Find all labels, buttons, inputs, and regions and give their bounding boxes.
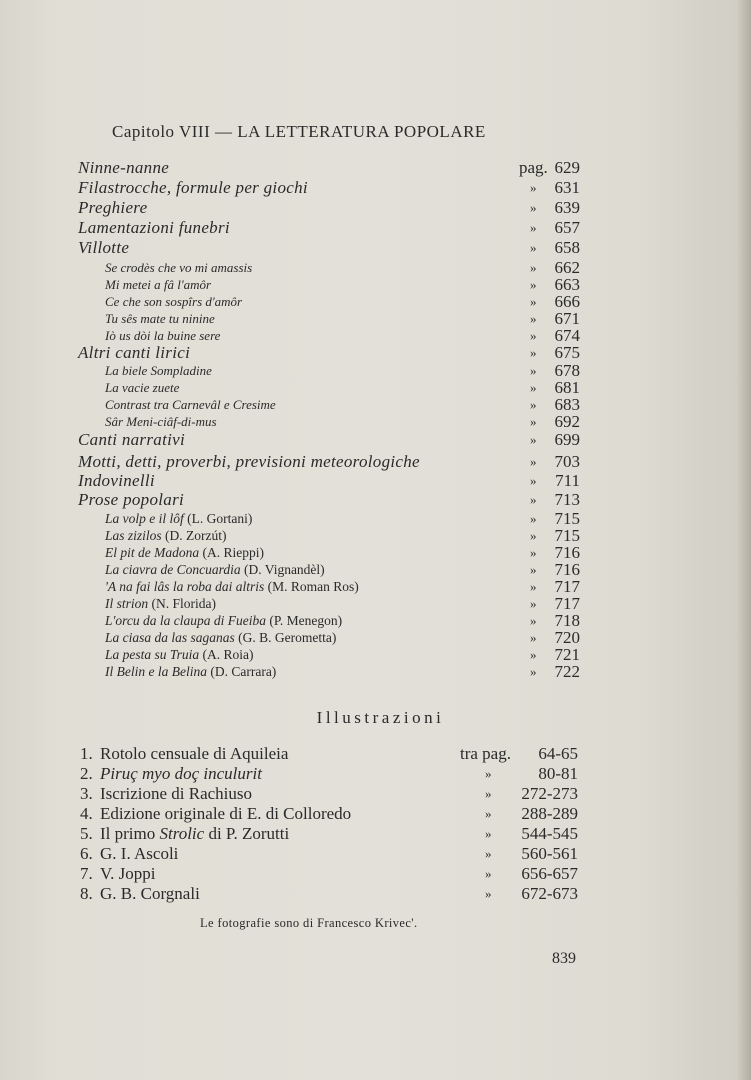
toc-entry <box>78 471 580 491</box>
page-number-ref: 717 <box>554 594 580 613</box>
toc-entry <box>78 158 580 178</box>
toc-subentry <box>105 412 580 432</box>
ditto-mark: » <box>485 846 492 861</box>
page-spine-shadow <box>737 0 751 1080</box>
page-number-ref: 629 <box>554 158 580 177</box>
page-number-ref: 657 <box>554 218 580 237</box>
page-range: 80-81 <box>538 764 578 783</box>
ditto-mark: » <box>530 647 537 662</box>
ditto-mark: » <box>485 866 492 881</box>
caption-text: G. B. Corgnali <box>100 884 200 903</box>
ditto-mark: » <box>530 180 537 195</box>
ditto-mark: » <box>530 200 537 215</box>
ditto-mark: » <box>530 454 537 469</box>
entry-title-text: Ninne-nanne <box>78 158 170 177</box>
ditto-mark: » <box>530 260 537 275</box>
ditto-mark: » <box>530 345 537 360</box>
page-range: 64-65 <box>538 744 578 763</box>
illustration-caption <box>100 803 351 824</box>
caption-text: V. Joppi <box>100 864 156 883</box>
entry-title <box>78 343 190 363</box>
toc-entry <box>78 430 580 450</box>
entry-title <box>78 490 184 510</box>
entry-author: (D. Carrara) <box>210 664 277 679</box>
illustration-number: 6. <box>80 844 93 863</box>
illustration-caption <box>100 743 288 764</box>
entry-title-text: Ce che son sospîrs d'amôr <box>105 294 243 309</box>
entry-title-text: Il strion <box>105 596 149 611</box>
entry-title <box>78 430 185 450</box>
ditto-mark: » <box>485 766 492 781</box>
ditto-mark: » <box>485 786 492 801</box>
illustration-number: 5. <box>80 824 93 843</box>
illustration-caption <box>100 863 155 884</box>
page-number-ref: 681 <box>554 378 580 397</box>
toc-entry <box>78 343 580 363</box>
page-range: 672-673 <box>521 884 578 903</box>
ditto-mark: » <box>530 220 537 235</box>
ditto-mark: » <box>530 562 537 577</box>
caption-text: G. I. Ascoli <box>100 844 179 863</box>
entry-title <box>78 471 155 491</box>
chapter-title: Capitolo VIII — LA LETTERATURA POPOLARE <box>112 122 486 141</box>
ditto-mark: » <box>530 579 537 594</box>
ditto-mark: » <box>530 380 537 395</box>
page-range: 272-273 <box>521 784 578 803</box>
page-number-ref: 720 <box>554 628 580 647</box>
entry-title-text: Preghiere <box>78 198 148 217</box>
ditto-mark: » <box>530 492 537 507</box>
ditto-mark: » <box>485 806 492 821</box>
illustration-number: 8. <box>80 884 93 903</box>
caption-italic: Piruç myo doç inculurit <box>100 764 262 783</box>
entry-author: (P. Menegon) <box>269 613 343 628</box>
entry-title-text: Prose popolari <box>78 490 185 509</box>
entry-title-text: Tu sês mate tu ninine <box>105 311 215 326</box>
page-number-ref: 639 <box>554 198 580 217</box>
ditto-mark: » <box>485 886 492 901</box>
entry-author: (N. Florida) <box>151 596 217 611</box>
ditto-mark: » <box>530 613 537 628</box>
ditto-mark: » <box>530 630 537 645</box>
illustration-entry <box>80 743 578 764</box>
entry-title <box>78 158 169 178</box>
page-number-ref: 722 <box>554 662 580 681</box>
toc-subentry <box>105 662 580 682</box>
entry-title-text: Il Belin e la Belina <box>105 664 207 679</box>
entry-title-text: Altri canti lirici <box>78 343 191 362</box>
toc-entry <box>78 198 580 218</box>
entry-title <box>78 238 129 258</box>
entry-title-text: Canti narrativi <box>78 430 185 449</box>
entry-title-text: Sâr Meni-ciâf-di-mus <box>105 414 217 429</box>
entry-title-text: Contrast tra Carnevâl e Cresime <box>105 397 276 412</box>
page-number-ref: 683 <box>554 395 580 414</box>
caption-text: Iscrizione di Rachiuso <box>100 784 253 803</box>
entry-author: (D. Vignandèl) <box>244 562 325 577</box>
page-number-ref: 711 <box>555 471 580 490</box>
entry-author: (A. Roia) <box>202 647 254 662</box>
photo-credit: Le fotografie sono di Francesco Krivec'. <box>200 916 418 930</box>
entry-title <box>78 452 420 472</box>
ditto-mark: » <box>530 596 537 611</box>
entry-title-text: Lamentazioni funebri <box>78 218 230 237</box>
page-number-ref: 718 <box>554 611 580 630</box>
caption-text: di P. Zorutti <box>204 824 290 843</box>
ditto-mark: » <box>530 328 537 343</box>
toc-entry <box>78 238 580 258</box>
page-number-ref: 662 <box>554 258 580 277</box>
toc-entry <box>78 218 580 238</box>
entry-title <box>78 198 147 218</box>
page-number-ref: 721 <box>554 645 580 664</box>
entry-title-text: La vacie zuete <box>105 380 180 395</box>
ditto-mark: » <box>530 311 537 326</box>
illustration-entry <box>80 823 578 844</box>
entry-title-text: Villotte <box>78 238 130 257</box>
entry-title-text: El pit de Madona <box>105 545 200 560</box>
illustration-number: 1. <box>80 744 93 763</box>
page-range: 544-545 <box>521 824 578 843</box>
illustration-number: 4. <box>80 804 93 823</box>
entry-title-text: Filastrocche, formule per giochi <box>78 178 308 197</box>
entry-title-text: Las zizilos <box>105 528 162 543</box>
ditto-mark: » <box>530 545 537 560</box>
toc-entry <box>78 490 580 510</box>
entry-author: (G. B. Gerometta) <box>238 630 337 645</box>
entry-title-text: La volp e il lôf <box>105 511 184 526</box>
illustration-number: 3. <box>80 784 93 803</box>
illustration-entry <box>80 843 578 864</box>
page-number-ref: 692 <box>554 412 580 431</box>
illustrations-heading: Illustrazioni <box>316 708 445 727</box>
illustration-caption <box>100 783 252 804</box>
page-number-ref: 671 <box>554 309 580 328</box>
ditto-mark: » <box>530 397 537 412</box>
ditto-mark: » <box>530 664 537 679</box>
ditto-mark: » <box>530 363 537 378</box>
illustration-number: 7. <box>80 864 93 883</box>
illustration-caption <box>100 763 262 784</box>
page-range: 288-289 <box>521 804 578 823</box>
illustration-entry <box>80 803 578 824</box>
entry-title-text: La pesta su Truia <box>105 647 200 662</box>
page-number-ref: 699 <box>554 430 580 449</box>
caption-text: Il primo <box>100 824 160 843</box>
page-number-ref: 675 <box>554 343 580 362</box>
page-number: 839 <box>552 950 576 967</box>
entry-title-text: Motti, detti, proverbi, previsioni meteorologiche <box>78 452 420 471</box>
entry-title-text: La ciasa da las saganas <box>105 630 235 645</box>
page-range: 656-657 <box>521 864 578 883</box>
page-number-ref: 716 <box>554 560 580 579</box>
page-number-ref: 678 <box>554 361 580 380</box>
illustration-caption <box>100 883 200 904</box>
illustration-entry <box>80 863 578 884</box>
ditto-mark: » <box>530 240 537 255</box>
page-number-ref: 715 <box>554 526 580 545</box>
page-number-ref: 703 <box>554 452 580 471</box>
entry-author: (L. Gortani) <box>187 511 253 526</box>
ditto-mark: » <box>485 826 492 841</box>
page-number-ref: 674 <box>554 326 580 345</box>
toc-entry <box>78 178 580 198</box>
entry-author: (D. Zorzút) <box>165 528 227 543</box>
entry-title <box>78 178 308 198</box>
entry-title-text: Iò us dòi la buine sere <box>105 328 221 343</box>
caption-italic: Strolic <box>159 824 205 843</box>
illustration-entry <box>80 763 578 784</box>
entry-title-text: Mi metei a fâ l'amôr <box>105 277 212 292</box>
entry-title-text: La biele Sompladine <box>105 363 212 378</box>
entry-title-text: 'A na fai lâs la roba dai altris <box>105 579 265 594</box>
entry-title-text: La ciavra de Concuardia <box>105 562 241 577</box>
entry-title-text: L'orcu da la claupa di Fueiba <box>105 613 266 628</box>
entry-author: (A. Rieppi) <box>202 545 264 560</box>
page-number-ref: 716 <box>554 543 580 562</box>
entry-title-text: Se crodès che vo mi amassis <box>105 260 253 275</box>
page-number-ref: 631 <box>554 178 580 197</box>
page-number-ref: 663 <box>554 275 580 294</box>
entry-title <box>105 662 276 682</box>
page-number-ref: 713 <box>554 490 580 509</box>
illustration-caption <box>100 843 178 864</box>
ditto-mark: » <box>530 511 537 526</box>
toc-entry <box>78 452 580 472</box>
caption-text: Edizione originale di E. di Colloredo <box>100 804 352 823</box>
entry-title <box>105 412 217 432</box>
ditto-mark: pag. <box>519 158 548 177</box>
page-number-ref: 717 <box>554 577 580 596</box>
page-number-ref: 658 <box>554 238 580 257</box>
ditto-mark: » <box>530 528 537 543</box>
entry-title-text: Indovinelli <box>78 471 155 490</box>
illustration-caption <box>100 823 289 844</box>
page-number-ref: 666 <box>554 292 580 311</box>
entry-author: (M. Roman Ros) <box>267 579 359 594</box>
illustration-number: 2. <box>80 764 93 783</box>
ditto-mark: » <box>530 414 537 429</box>
illustration-entry <box>80 883 578 904</box>
ditto-mark: » <box>530 432 537 447</box>
entry-title <box>78 218 230 238</box>
ditto-mark: » <box>530 277 537 292</box>
page-prefix: tra pag. <box>460 744 511 763</box>
page-range: 560-561 <box>521 844 578 863</box>
caption-text: Rotolo censuale di Aquileia <box>100 744 289 763</box>
ditto-mark: » <box>530 294 537 309</box>
illustration-entry <box>80 783 578 804</box>
ditto-mark: » <box>530 473 537 488</box>
page-number-ref: 715 <box>554 509 580 528</box>
